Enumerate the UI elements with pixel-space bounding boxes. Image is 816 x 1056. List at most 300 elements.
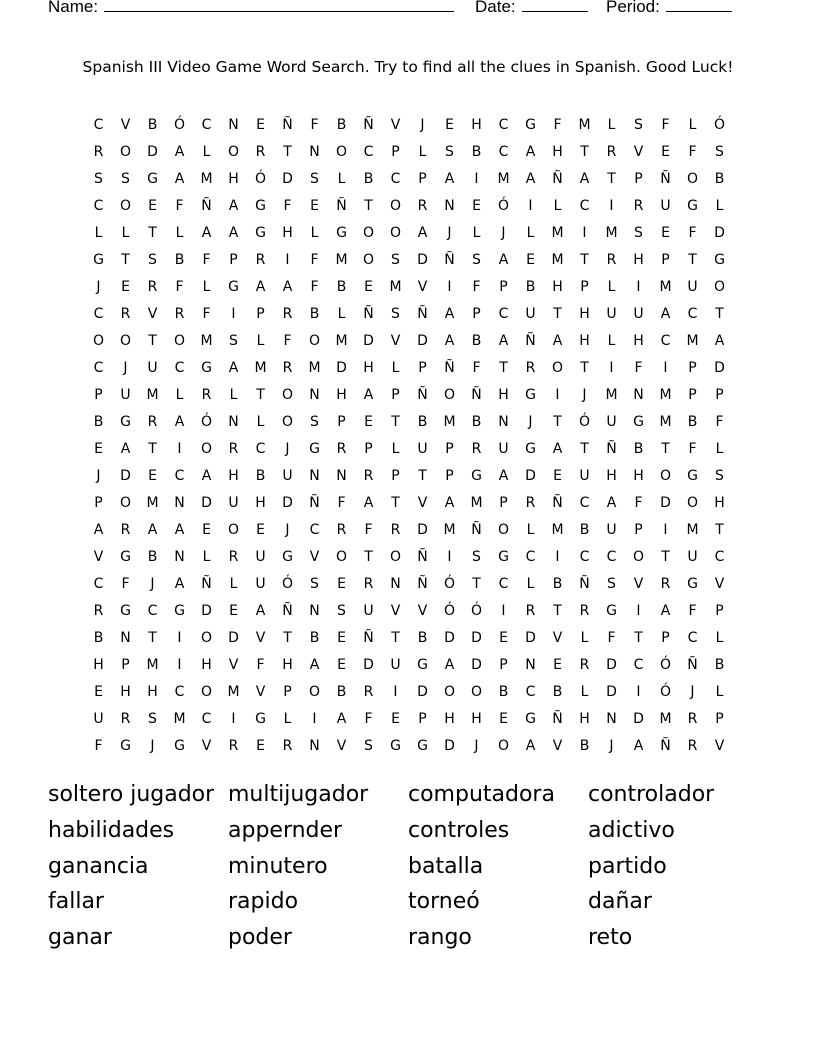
grid-letter[interactable]: R xyxy=(525,360,536,376)
grid-letter[interactable]: N xyxy=(606,711,617,727)
grid-letter[interactable]: U xyxy=(660,198,671,214)
grid-letter[interactable]: T xyxy=(715,522,724,538)
grid-letter[interactable]: A xyxy=(444,495,455,511)
grid-letter[interactable]: C xyxy=(633,657,644,673)
date-blank-line[interactable] xyxy=(522,0,588,12)
grid-letter[interactable]: R xyxy=(120,711,131,727)
grid-letter[interactable]: R xyxy=(174,306,185,322)
grid-letter[interactable]: R xyxy=(687,711,698,727)
grid-letter[interactable]: O xyxy=(686,495,699,511)
grid-letter[interactable]: R xyxy=(660,576,671,592)
grid-letter[interactable]: J xyxy=(96,468,101,484)
grid-letter[interactable]: U xyxy=(228,495,239,511)
grid-letter[interactable]: G xyxy=(282,549,293,565)
grid-letter[interactable]: V xyxy=(417,603,428,619)
grid-letter[interactable]: B xyxy=(687,414,698,430)
grid-letter[interactable]: T xyxy=(580,441,589,457)
grid-letter[interactable]: T xyxy=(634,630,643,646)
grid-letter[interactable]: B xyxy=(93,630,104,646)
grid-letter[interactable]: M xyxy=(389,279,402,295)
grid-letter[interactable]: A xyxy=(174,144,185,160)
grid-letter[interactable]: Ñ xyxy=(525,333,536,349)
grid-letter[interactable]: D xyxy=(417,684,428,700)
grid-letter[interactable]: B xyxy=(633,441,644,457)
grid-letter[interactable]: Ó xyxy=(497,198,510,214)
grid-letter[interactable]: T xyxy=(472,576,481,592)
grid-letter[interactable]: S xyxy=(472,252,481,268)
grid-letter[interactable]: Ó xyxy=(578,414,591,430)
grid-letter[interactable]: M xyxy=(173,711,186,727)
grid-letter[interactable]: O xyxy=(362,225,375,241)
grid-letter[interactable]: S xyxy=(121,171,130,187)
grid-letter[interactable]: C xyxy=(606,549,617,565)
grid-letter[interactable]: A xyxy=(228,198,239,214)
grid-letter[interactable]: I xyxy=(447,279,452,295)
grid-letter[interactable]: G xyxy=(687,198,698,214)
grid-letter[interactable]: P xyxy=(121,657,130,673)
grid-letter[interactable]: A xyxy=(147,522,158,538)
grid-letter[interactable]: L xyxy=(175,387,184,403)
grid-letter[interactable]: J xyxy=(609,738,614,754)
grid-letter[interactable]: F xyxy=(310,252,319,268)
grid-letter[interactable]: E xyxy=(202,522,211,538)
grid-letter[interactable]: C xyxy=(255,441,266,457)
grid-letter[interactable]: O xyxy=(470,684,483,700)
grid-letter[interactable]: E xyxy=(445,117,454,133)
grid-letter[interactable]: D xyxy=(660,495,671,511)
grid-letter[interactable]: O xyxy=(335,549,348,565)
grid-letter[interactable]: Ñ xyxy=(417,576,428,592)
grid-letter[interactable]: O xyxy=(713,279,726,295)
grid-letter[interactable]: F xyxy=(688,144,697,160)
grid-letter[interactable]: B xyxy=(417,630,428,646)
grid-letter[interactable]: N xyxy=(336,468,347,484)
grid-letter[interactable]: R xyxy=(633,198,644,214)
grid-letter[interactable]: J xyxy=(420,117,425,133)
grid-letter[interactable]: T xyxy=(283,630,292,646)
grid-letter[interactable]: L xyxy=(121,225,130,241)
grid-letter[interactable]: P xyxy=(283,684,292,700)
grid-letter[interactable]: C xyxy=(390,171,401,187)
grid-letter[interactable]: D xyxy=(336,360,347,376)
grid-letter[interactable]: L xyxy=(202,144,211,160)
grid-letter[interactable]: E xyxy=(148,468,157,484)
grid-letter[interactable]: D xyxy=(525,468,536,484)
name-field[interactable] xyxy=(48,0,454,17)
grid-letter[interactable]: F xyxy=(202,306,211,322)
grid-letter[interactable]: O xyxy=(632,549,645,565)
grid-letter[interactable]: V xyxy=(633,576,644,592)
grid-letter[interactable]: M xyxy=(551,225,564,241)
grid-letter[interactable]: O xyxy=(389,198,402,214)
grid-letter[interactable]: G xyxy=(417,738,428,754)
grid-letter[interactable]: Ñ xyxy=(363,306,374,322)
grid-letter[interactable]: O xyxy=(659,468,672,484)
grid-letter[interactable]: J xyxy=(501,225,506,241)
grid-letter[interactable]: L xyxy=(607,279,616,295)
grid-letter[interactable]: E xyxy=(526,252,535,268)
grid-letter[interactable]: G xyxy=(606,603,617,619)
grid-letter[interactable]: C xyxy=(498,576,509,592)
grid-letter[interactable]: B xyxy=(471,414,482,430)
grid-letter[interactable]: H xyxy=(579,306,590,322)
grid-letter[interactable]: O xyxy=(551,360,564,376)
grid-letter[interactable]: G xyxy=(633,414,644,430)
grid-letter[interactable]: O xyxy=(335,144,348,160)
grid-letter[interactable]: A xyxy=(309,657,320,673)
grid-letter[interactable]: O xyxy=(227,522,240,538)
grid-letter[interactable]: U xyxy=(93,711,104,727)
grid-letter[interactable]: R xyxy=(579,657,590,673)
grid-letter[interactable]: M xyxy=(659,387,672,403)
grid-letter[interactable]: R xyxy=(363,576,374,592)
grid-letter[interactable]: L xyxy=(715,630,724,646)
grid-letter[interactable]: D xyxy=(471,630,482,646)
grid-letter[interactable]: C xyxy=(174,468,185,484)
grid-letter[interactable]: A xyxy=(633,738,644,754)
grid-letter[interactable]: A xyxy=(444,306,455,322)
grid-letter[interactable]: P xyxy=(661,630,670,646)
grid-letter[interactable]: Ñ xyxy=(552,711,563,727)
grid-letter[interactable]: E xyxy=(364,414,373,430)
grid-letter[interactable]: V xyxy=(228,657,239,673)
grid-letter[interactable]: R xyxy=(363,684,374,700)
grid-letter[interactable]: Ñ xyxy=(309,495,320,511)
grid-letter[interactable]: F xyxy=(472,360,481,376)
grid-letter[interactable]: E xyxy=(661,144,670,160)
grid-letter[interactable]: A xyxy=(363,495,374,511)
grid-letter[interactable]: C xyxy=(579,549,590,565)
grid-letter[interactable]: U xyxy=(282,468,293,484)
grid-letter[interactable]: G xyxy=(498,549,509,565)
grid-letter[interactable]: C xyxy=(498,117,509,133)
grid-letter[interactable]: F xyxy=(364,711,373,727)
grid-letter[interactable]: T xyxy=(418,468,427,484)
grid-letter[interactable]: M xyxy=(686,333,699,349)
grid-letter[interactable]: L xyxy=(175,225,184,241)
grid-letter[interactable]: H xyxy=(606,468,617,484)
grid-letter[interactable]: R xyxy=(228,549,239,565)
grid-letter[interactable]: P xyxy=(715,711,724,727)
grid-letter[interactable]: T xyxy=(391,414,400,430)
grid-letter[interactable]: J xyxy=(474,738,479,754)
grid-letter[interactable]: J xyxy=(285,441,290,457)
grid-letter[interactable]: M xyxy=(146,657,159,673)
grid-letter[interactable]: U xyxy=(579,468,590,484)
grid-letter[interactable]: C xyxy=(498,144,509,160)
grid-letter[interactable]: H xyxy=(714,495,725,511)
grid-letter[interactable]: L xyxy=(337,171,346,187)
grid-letter[interactable]: I xyxy=(636,603,641,619)
grid-letter[interactable]: C xyxy=(93,198,104,214)
grid-letter[interactable]: O xyxy=(200,441,213,457)
grid-letter[interactable]: L xyxy=(580,684,589,700)
grid-letter[interactable]: L xyxy=(607,333,616,349)
grid-letter[interactable]: S xyxy=(391,252,400,268)
grid-letter[interactable]: G xyxy=(417,657,428,673)
grid-letter[interactable]: C xyxy=(714,549,725,565)
grid-letter[interactable]: R xyxy=(120,522,131,538)
grid-letter[interactable]: H xyxy=(147,684,158,700)
grid-letter[interactable]: I xyxy=(177,657,182,673)
grid-letter[interactable]: Ñ xyxy=(201,198,212,214)
grid-letter[interactable]: C xyxy=(498,306,509,322)
grid-letter[interactable]: O xyxy=(119,495,132,511)
grid-letter[interactable]: Ñ xyxy=(606,441,617,457)
grid-letter[interactable]: M xyxy=(686,522,699,538)
grid-letter[interactable]: P xyxy=(634,522,643,538)
grid-letter[interactable]: Ñ xyxy=(417,306,428,322)
grid-letter[interactable]: P xyxy=(337,414,346,430)
grid-letter[interactable]: N xyxy=(633,387,644,403)
grid-letter[interactable]: T xyxy=(121,252,130,268)
grid-letter[interactable]: S xyxy=(715,144,724,160)
grid-letter[interactable]: A xyxy=(606,495,617,511)
grid-letter[interactable]: D xyxy=(228,630,239,646)
grid-letter[interactable]: B xyxy=(417,414,428,430)
grid-letter[interactable]: D xyxy=(525,630,536,646)
grid-letter[interactable]: D xyxy=(201,603,212,619)
grid-letter[interactable]: S xyxy=(634,117,643,133)
grid-letter[interactable]: L xyxy=(229,387,238,403)
grid-letter[interactable]: O xyxy=(92,333,105,349)
grid-letter[interactable]: A xyxy=(255,279,266,295)
grid-letter[interactable]: H xyxy=(120,684,131,700)
grid-letter[interactable]: B xyxy=(309,630,320,646)
grid-letter[interactable]: D xyxy=(282,495,293,511)
grid-letter[interactable]: I xyxy=(663,360,668,376)
grid-letter[interactable]: T xyxy=(580,144,589,160)
grid-letter[interactable]: C xyxy=(147,603,158,619)
grid-letter[interactable]: A xyxy=(282,279,293,295)
grid-letter[interactable]: C xyxy=(201,117,212,133)
grid-letter[interactable]: L xyxy=(283,711,292,727)
grid-letter[interactable]: A xyxy=(525,738,536,754)
grid-letter[interactable]: B xyxy=(174,252,185,268)
grid-letter[interactable]: T xyxy=(661,549,670,565)
grid-letter[interactable]: O xyxy=(497,522,510,538)
grid-letter[interactable]: H xyxy=(633,252,644,268)
grid-letter[interactable]: F xyxy=(553,117,562,133)
grid-letter[interactable]: B xyxy=(579,522,590,538)
grid-letter[interactable]: P xyxy=(391,144,400,160)
grid-letter[interactable]: S xyxy=(337,603,346,619)
grid-letter[interactable]: A xyxy=(174,576,185,592)
grid-letter[interactable]: B xyxy=(471,333,482,349)
grid-letter[interactable]: Ó xyxy=(254,171,267,187)
grid-letter[interactable]: Ñ xyxy=(282,117,293,133)
grid-letter[interactable]: E xyxy=(337,657,346,673)
grid-letter[interactable]: A xyxy=(228,360,239,376)
grid-letter[interactable]: T xyxy=(391,495,400,511)
grid-letter[interactable]: F xyxy=(688,225,697,241)
grid-letter[interactable]: Ñ xyxy=(687,657,698,673)
grid-letter[interactable]: M xyxy=(551,522,564,538)
grid-letter[interactable]: Ñ xyxy=(417,549,428,565)
grid-letter[interactable]: O xyxy=(362,252,375,268)
grid-letter[interactable]: C xyxy=(174,360,185,376)
name-blank-line[interactable] xyxy=(104,0,454,12)
grid-letter[interactable]: D xyxy=(444,630,455,646)
grid-letter[interactable]: F xyxy=(256,657,265,673)
grid-letter[interactable]: R xyxy=(390,522,401,538)
grid-letter[interactable]: C xyxy=(93,360,104,376)
grid-letter[interactable]: B xyxy=(309,306,320,322)
grid-letter[interactable]: P xyxy=(229,252,238,268)
grid-letter[interactable]: R xyxy=(525,495,536,511)
grid-letter[interactable]: D xyxy=(471,657,482,673)
grid-letter[interactable]: U xyxy=(606,306,617,322)
grid-letter[interactable]: R xyxy=(525,603,536,619)
grid-letter[interactable]: I xyxy=(555,387,560,403)
grid-letter[interactable]: I xyxy=(528,198,533,214)
grid-letter[interactable]: T xyxy=(580,360,589,376)
grid-letter[interactable]: A xyxy=(444,171,455,187)
grid-letter[interactable]: R xyxy=(255,252,266,268)
grid-letter[interactable]: A xyxy=(336,711,347,727)
grid-letter[interactable]: Ó xyxy=(173,117,186,133)
grid-letter[interactable]: C xyxy=(201,711,212,727)
grid-letter[interactable]: U xyxy=(498,441,509,457)
grid-letter[interactable]: L xyxy=(526,225,535,241)
grid-letter[interactable]: I xyxy=(285,252,290,268)
grid-letter[interactable]: C xyxy=(363,144,374,160)
grid-letter[interactable]: F xyxy=(283,198,292,214)
grid-letter[interactable]: R xyxy=(228,738,239,754)
grid-letter[interactable]: L xyxy=(310,225,319,241)
grid-letter[interactable]: N xyxy=(444,198,455,214)
grid-letter[interactable]: P xyxy=(661,252,670,268)
grid-letter[interactable]: M xyxy=(335,252,348,268)
grid-letter[interactable]: I xyxy=(636,684,641,700)
grid-letter[interactable]: V xyxy=(147,306,158,322)
grid-letter[interactable]: D xyxy=(714,360,725,376)
grid-letter[interactable]: I xyxy=(177,630,182,646)
grid-letter[interactable]: S xyxy=(472,549,481,565)
grid-letter[interactable]: R xyxy=(147,279,158,295)
grid-letter[interactable]: V xyxy=(255,684,266,700)
grid-letter[interactable]: J xyxy=(150,738,155,754)
grid-letter[interactable]: P xyxy=(688,360,697,376)
grid-letter[interactable]: E xyxy=(364,279,373,295)
grid-letter[interactable]: J xyxy=(582,387,587,403)
grid-letter[interactable]: L xyxy=(202,549,211,565)
grid-letter[interactable]: B xyxy=(525,279,536,295)
grid-letter[interactable]: F xyxy=(283,333,292,349)
grid-letter[interactable]: D xyxy=(417,252,428,268)
grid-letter[interactable]: O xyxy=(389,225,402,241)
grid-letter[interactable]: Ñ xyxy=(363,630,374,646)
grid-letter[interactable]: I xyxy=(231,711,236,727)
grid-letter[interactable]: N xyxy=(525,657,536,673)
grid-letter[interactable]: U xyxy=(687,279,698,295)
grid-letter[interactable]: A xyxy=(93,522,104,538)
grid-letter[interactable]: F xyxy=(634,495,643,511)
grid-letter[interactable]: U xyxy=(363,603,374,619)
grid-letter[interactable]: G xyxy=(93,252,104,268)
grid-letter[interactable]: G xyxy=(714,252,725,268)
grid-letter[interactable]: B xyxy=(93,414,104,430)
grid-letter[interactable]: C xyxy=(93,576,104,592)
grid-letter[interactable]: V xyxy=(93,549,104,565)
grid-letter[interactable]: Ñ xyxy=(201,576,212,592)
grid-letter[interactable]: H xyxy=(633,468,644,484)
grid-letter[interactable]: M xyxy=(443,414,456,430)
grid-letter[interactable]: G xyxy=(471,468,482,484)
grid-letter[interactable]: L xyxy=(418,144,427,160)
grid-letter[interactable]: R xyxy=(606,252,617,268)
grid-letter[interactable]: C xyxy=(93,117,104,133)
grid-letter[interactable]: L xyxy=(256,333,265,349)
grid-letter[interactable]: V xyxy=(633,144,644,160)
grid-letter[interactable]: M xyxy=(200,333,213,349)
grid-letter[interactable]: P xyxy=(418,171,427,187)
grid-letter[interactable]: P xyxy=(418,360,427,376)
grid-letter[interactable]: L xyxy=(202,279,211,295)
grid-letter[interactable]: S xyxy=(607,576,616,592)
grid-letter[interactable]: T xyxy=(283,144,292,160)
grid-letter[interactable]: M xyxy=(497,171,510,187)
grid-letter[interactable]: U xyxy=(606,414,617,430)
grid-letter[interactable]: R xyxy=(93,144,104,160)
grid-letter[interactable]: L xyxy=(526,576,535,592)
grid-letter[interactable]: T xyxy=(148,333,157,349)
grid-letter[interactable]: A xyxy=(201,225,212,241)
grid-letter[interactable]: N xyxy=(228,414,239,430)
grid-letter[interactable]: G xyxy=(147,171,158,187)
grid-letter[interactable]: G xyxy=(525,711,536,727)
grid-letter[interactable]: V xyxy=(309,549,320,565)
grid-letter[interactable]: I xyxy=(609,360,614,376)
grid-letter[interactable]: S xyxy=(94,171,103,187)
grid-letter[interactable]: Ñ xyxy=(363,117,374,133)
grid-letter[interactable]: O xyxy=(119,198,132,214)
grid-letter[interactable]: P xyxy=(418,711,427,727)
grid-letter[interactable]: Ñ xyxy=(282,603,293,619)
grid-letter[interactable]: G xyxy=(687,576,698,592)
grid-letter[interactable]: U xyxy=(633,306,644,322)
grid-letter[interactable]: N xyxy=(174,495,185,511)
grid-letter[interactable]: N xyxy=(309,468,320,484)
grid-letter[interactable]: A xyxy=(174,171,185,187)
grid-letter[interactable]: R xyxy=(471,441,482,457)
grid-letter[interactable]: V xyxy=(120,117,131,133)
grid-letter[interactable]: E xyxy=(310,198,319,214)
grid-letter[interactable]: F xyxy=(472,279,481,295)
grid-letter[interactable]: A xyxy=(498,468,509,484)
grid-letter[interactable]: A xyxy=(525,144,536,160)
grid-letter[interactable]: F xyxy=(688,603,697,619)
grid-letter[interactable]: G xyxy=(174,738,185,754)
grid-letter[interactable]: A xyxy=(660,306,671,322)
grid-letter[interactable]: M xyxy=(227,684,240,700)
grid-letter[interactable]: T xyxy=(391,630,400,646)
grid-letter[interactable]: L xyxy=(337,306,346,322)
grid-letter[interactable]: Ñ xyxy=(579,576,590,592)
grid-letter[interactable]: F xyxy=(310,117,319,133)
grid-letter[interactable]: P xyxy=(715,387,724,403)
grid-letter[interactable]: F xyxy=(94,738,103,754)
grid-letter[interactable]: C xyxy=(525,684,536,700)
grid-letter[interactable]: O xyxy=(686,171,699,187)
grid-letter[interactable]: Ó xyxy=(659,684,672,700)
grid-letter[interactable]: V xyxy=(336,738,347,754)
grid-letter[interactable]: A xyxy=(228,225,239,241)
grid-letter[interactable]: H xyxy=(579,711,590,727)
grid-letter[interactable]: E xyxy=(94,441,103,457)
grid-letter[interactable]: A xyxy=(174,522,185,538)
grid-letter[interactable]: H xyxy=(498,387,509,403)
